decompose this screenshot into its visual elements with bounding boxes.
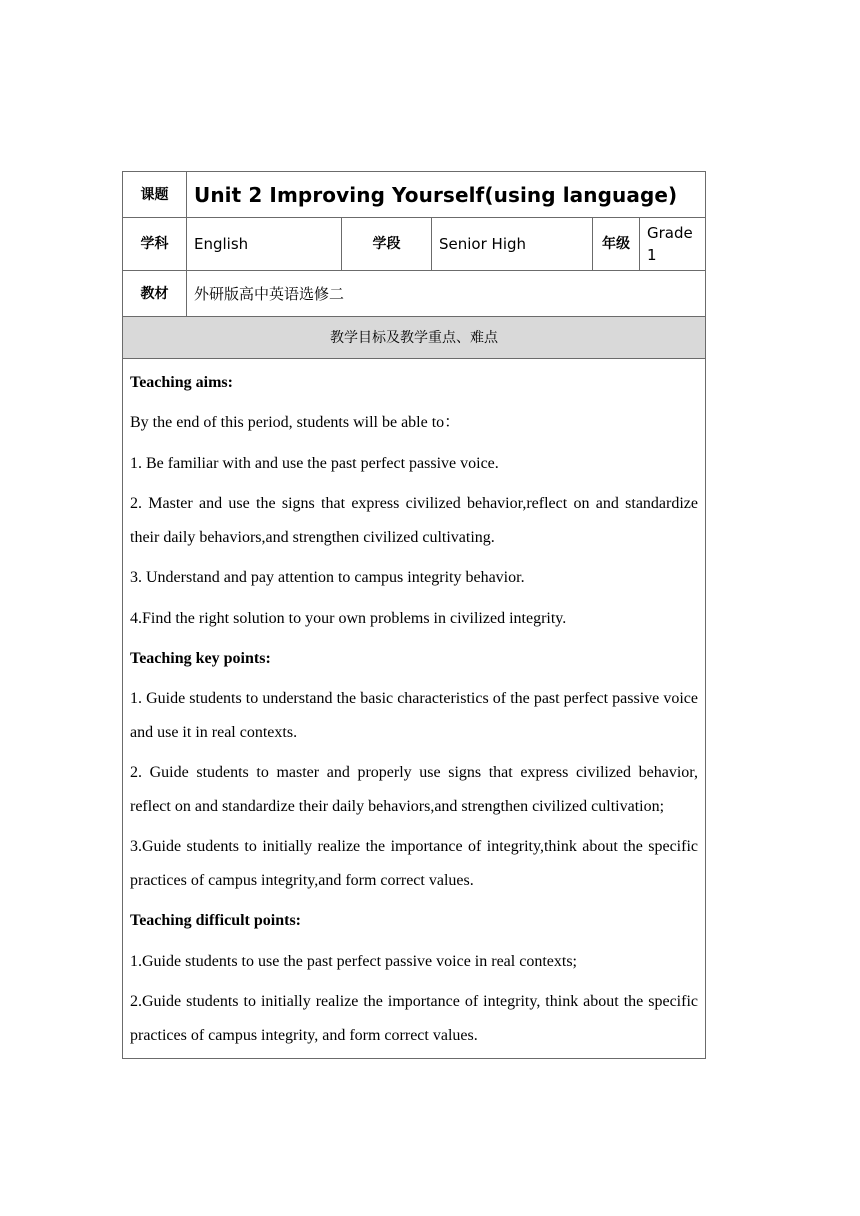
textbook-label: 教材	[123, 271, 187, 317]
textbook-row	[123, 271, 706, 317]
aims-intro: By the end of this period, students will be able to：	[130, 414, 461, 432]
difficult-points-heading: Teaching difficult points:	[130, 912, 301, 930]
key-points-heading: Teaching key points:	[130, 649, 271, 667]
subject-value: English	[187, 218, 342, 271]
content-row	[123, 359, 706, 1059]
aim-item: 3. Understand and pay attention to campus integrity behavior.	[130, 569, 525, 587]
key-point-item: 3.Guide students to initially realize the importance of integrity,think about the specific practices of campus integrity,and form correct values.	[130, 838, 698, 889]
topic-label: 课题	[123, 172, 187, 218]
topic-row	[123, 172, 706, 218]
key-point-item: 2. Guide students to master and properly use signs that express civilized behavior, reflect on and standardize their daily behaviors,and strengthen civilized cultivation;	[130, 764, 698, 815]
aim-item: 2. Master and use the signs that express civilized behavior,reflect on and standardize their daily behaviors,and strengthen civilized cultivating.	[130, 495, 698, 546]
aims-heading: Teaching aims:	[130, 374, 233, 391]
aim-item: 4.Find the right solution to your own problems in civilized integrity.	[130, 609, 567, 627]
difficult-point-item: 2.Guide students to initially realize the importance of integrity, think about the specific practices of campus integrity, and form correct values.	[130, 993, 698, 1044]
textbook-value: 外研版高中英语选修二	[187, 271, 706, 317]
section-title: 教学目标及教学重点、难点	[123, 317, 706, 359]
stage-label: 学段	[342, 218, 432, 271]
grade-value: Grade 1	[640, 218, 706, 271]
subject-label: 学科	[123, 218, 187, 271]
lesson-plan-table	[122, 171, 706, 1059]
stage-value: Senior High	[432, 218, 593, 271]
lesson-title: Unit 2 Improving Yourself(using language)	[187, 172, 706, 218]
key-point-item: 1. Guide students to understand the basic characteristics of the past perfect passive voice and use it in real contexts.	[130, 690, 698, 741]
section-header-row	[123, 317, 706, 359]
grade-label: 年级	[593, 218, 640, 271]
objectives-content	[123, 359, 706, 1059]
difficult-point-item: 1.Guide students to use the past perfect passive voice in real contexts;	[130, 952, 577, 970]
lesson-plan-sheet	[122, 171, 705, 1059]
info-row	[123, 218, 706, 271]
aim-item: 1. Be familiar with and use the past perfect passive voice.	[130, 454, 499, 472]
